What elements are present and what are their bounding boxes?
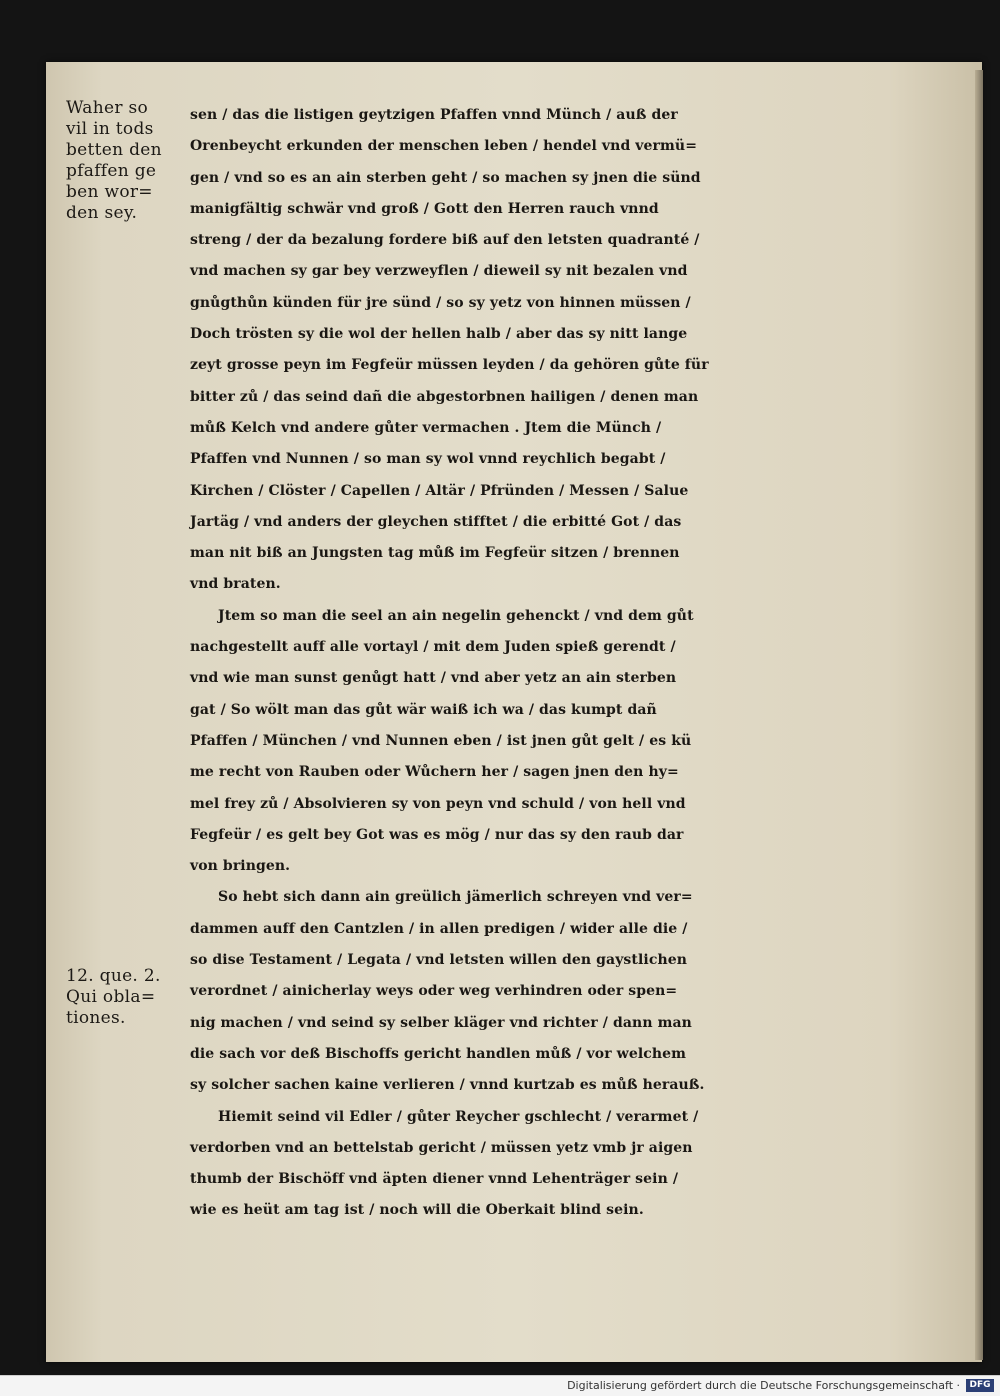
- text-line: dammen auff den Cantzlen / in allen predigen / wider alle die /: [190, 920, 688, 937]
- digitization-footer: [0, 1375, 1000, 1396]
- footer-credit: Digitalisierung gefördert durch die Deutsche Forschungsgemeinschaft ·: [567, 1379, 960, 1392]
- margin-line: vil in tods: [66, 119, 154, 139]
- text-line: sy solcher sachen kaine verlieren / vnnd kurtzab es můß herauß.: [190, 1077, 705, 1094]
- dfg-logo: DFG: [966, 1379, 994, 1392]
- margin-line: pfaffen ge: [66, 161, 157, 181]
- text-line: die sach vor deß Bischoffs gericht handlen můß / vor welchem: [190, 1045, 687, 1062]
- text-line: gen / vnd so es an ain sterben geht / so machen sy jnen die sünd: [190, 169, 701, 186]
- page-body-text: [190, 100, 950, 1227]
- margin-note-top: [66, 98, 162, 224]
- text-line: verdorben vnd an bettelstab gericht / müssen yetz vmb jr aigen: [190, 1139, 693, 1156]
- text-line: Fegfeür / es gelt bey Got was es mög / nur das sy den raub dar: [190, 826, 684, 843]
- margin-note-bottom: [66, 966, 161, 1029]
- text-line: zeyt grosse peyn im Fegfeür müssen leyden / da gehören gůte für: [190, 357, 709, 374]
- text-line: Pfaffen / München / vnd Nunnen eben / ist jnen gůt gelt / es kü: [190, 732, 692, 749]
- margin-line: betten den: [66, 140, 162, 160]
- text-line: mel frey zů / Absolvieren sy von peyn vnd schuld / von hell vnd: [190, 795, 686, 812]
- text-line: Hiemit seind vil Edler / gůter Reycher gschlecht / verarmet /: [218, 1108, 699, 1125]
- text-line: streng / der da bezalung fordere biß auf den letsten quadranté /: [190, 232, 700, 249]
- margin-line: ben wor=: [66, 182, 153, 202]
- text-line: thumb der Bischöff vnd äpten diener vnnd Lehenträger sein /: [190, 1171, 679, 1188]
- text-line: so dise Testament / Legata / vnd letsten willen den gaystlichen: [190, 952, 688, 969]
- text-line: vnd wie man sunst genůgt hatt / vnd aber yetz an ain sterben: [190, 670, 677, 687]
- text-line: manigfältig schwär vnd groß / Gott den Herren rauch vnnd: [190, 200, 659, 217]
- text-line: verordnet / ainicherlay weys oder weg verhindren oder spen=: [190, 983, 678, 1000]
- text-line: sen / das die listigen geytzigen Pfaffen vnnd Münch / auß der: [190, 107, 678, 123]
- text-line: me recht von Rauben oder Wůchern her / sagen jnen den hy=: [190, 764, 679, 781]
- text-line: So hebt sich dann ain greülich jämerlich schreyen vnd ver=: [218, 889, 693, 906]
- text-line: man nit biß an Jungsten tag můß im Fegfeür sitzen / brennen: [190, 545, 680, 562]
- text-line: Orenbeycht erkunden der menschen leben / hendel vnd vermü=: [190, 138, 698, 155]
- text-line: von bringen.: [190, 858, 291, 875]
- margin-line: Qui obla=: [66, 987, 156, 1007]
- text-line: Pfaffen vnd Nunnen / so man sy wol vnnd reychlich begabt /: [190, 451, 666, 468]
- margin-line: Waher so: [66, 98, 149, 118]
- text-line: nig machen / vnd seind sy selber kläger vnd richter / dann man: [190, 1014, 692, 1031]
- text-line: vnd braten.: [190, 576, 281, 593]
- text-line: nachgestellt auff alle vortayl / mit dem Juden spieß gerendt /: [190, 639, 676, 656]
- text-line: Jtem so man die seel an ain negelin gehenckt / vnd dem gůt: [218, 607, 694, 624]
- text-line: vnd machen sy gar bey verzweyflen / dieweil sy nit bezalen vnd: [190, 263, 688, 280]
- text-line: Kirchen / Clöster / Capellen / Altär / Pfründen / Messen / Salue: [190, 482, 689, 499]
- margin-line: den sey.: [66, 203, 138, 223]
- text-line: wie es heüt am tag ist / noch will die Oberkait blind sein.: [190, 1202, 644, 1219]
- page-edge: [975, 70, 983, 1360]
- margin-line: 12. que. 2.: [66, 966, 161, 986]
- text-line: Doch trösten sy die wol der hellen halb / aber das sy nitt lange: [190, 326, 688, 343]
- margin-line: tiones.: [66, 1008, 126, 1028]
- text-line: Jartäg / vnd anders der gleychen stifftet / die erbitté Got / das: [190, 513, 682, 530]
- text-line: bitter zů / das seind dañ die abgestorbnen hailigen / denen man: [190, 388, 699, 405]
- text-line: gnůgthůn künden für jre sünd / so sy yetz von hinnen müssen /: [190, 294, 691, 311]
- text-line: můß Kelch vnd andere gůter vermachen . Jtem die Münch /: [190, 419, 662, 436]
- text-line: gat / So wölt man das gůt wär waiß ich wa / das kumpt dañ: [190, 701, 657, 718]
